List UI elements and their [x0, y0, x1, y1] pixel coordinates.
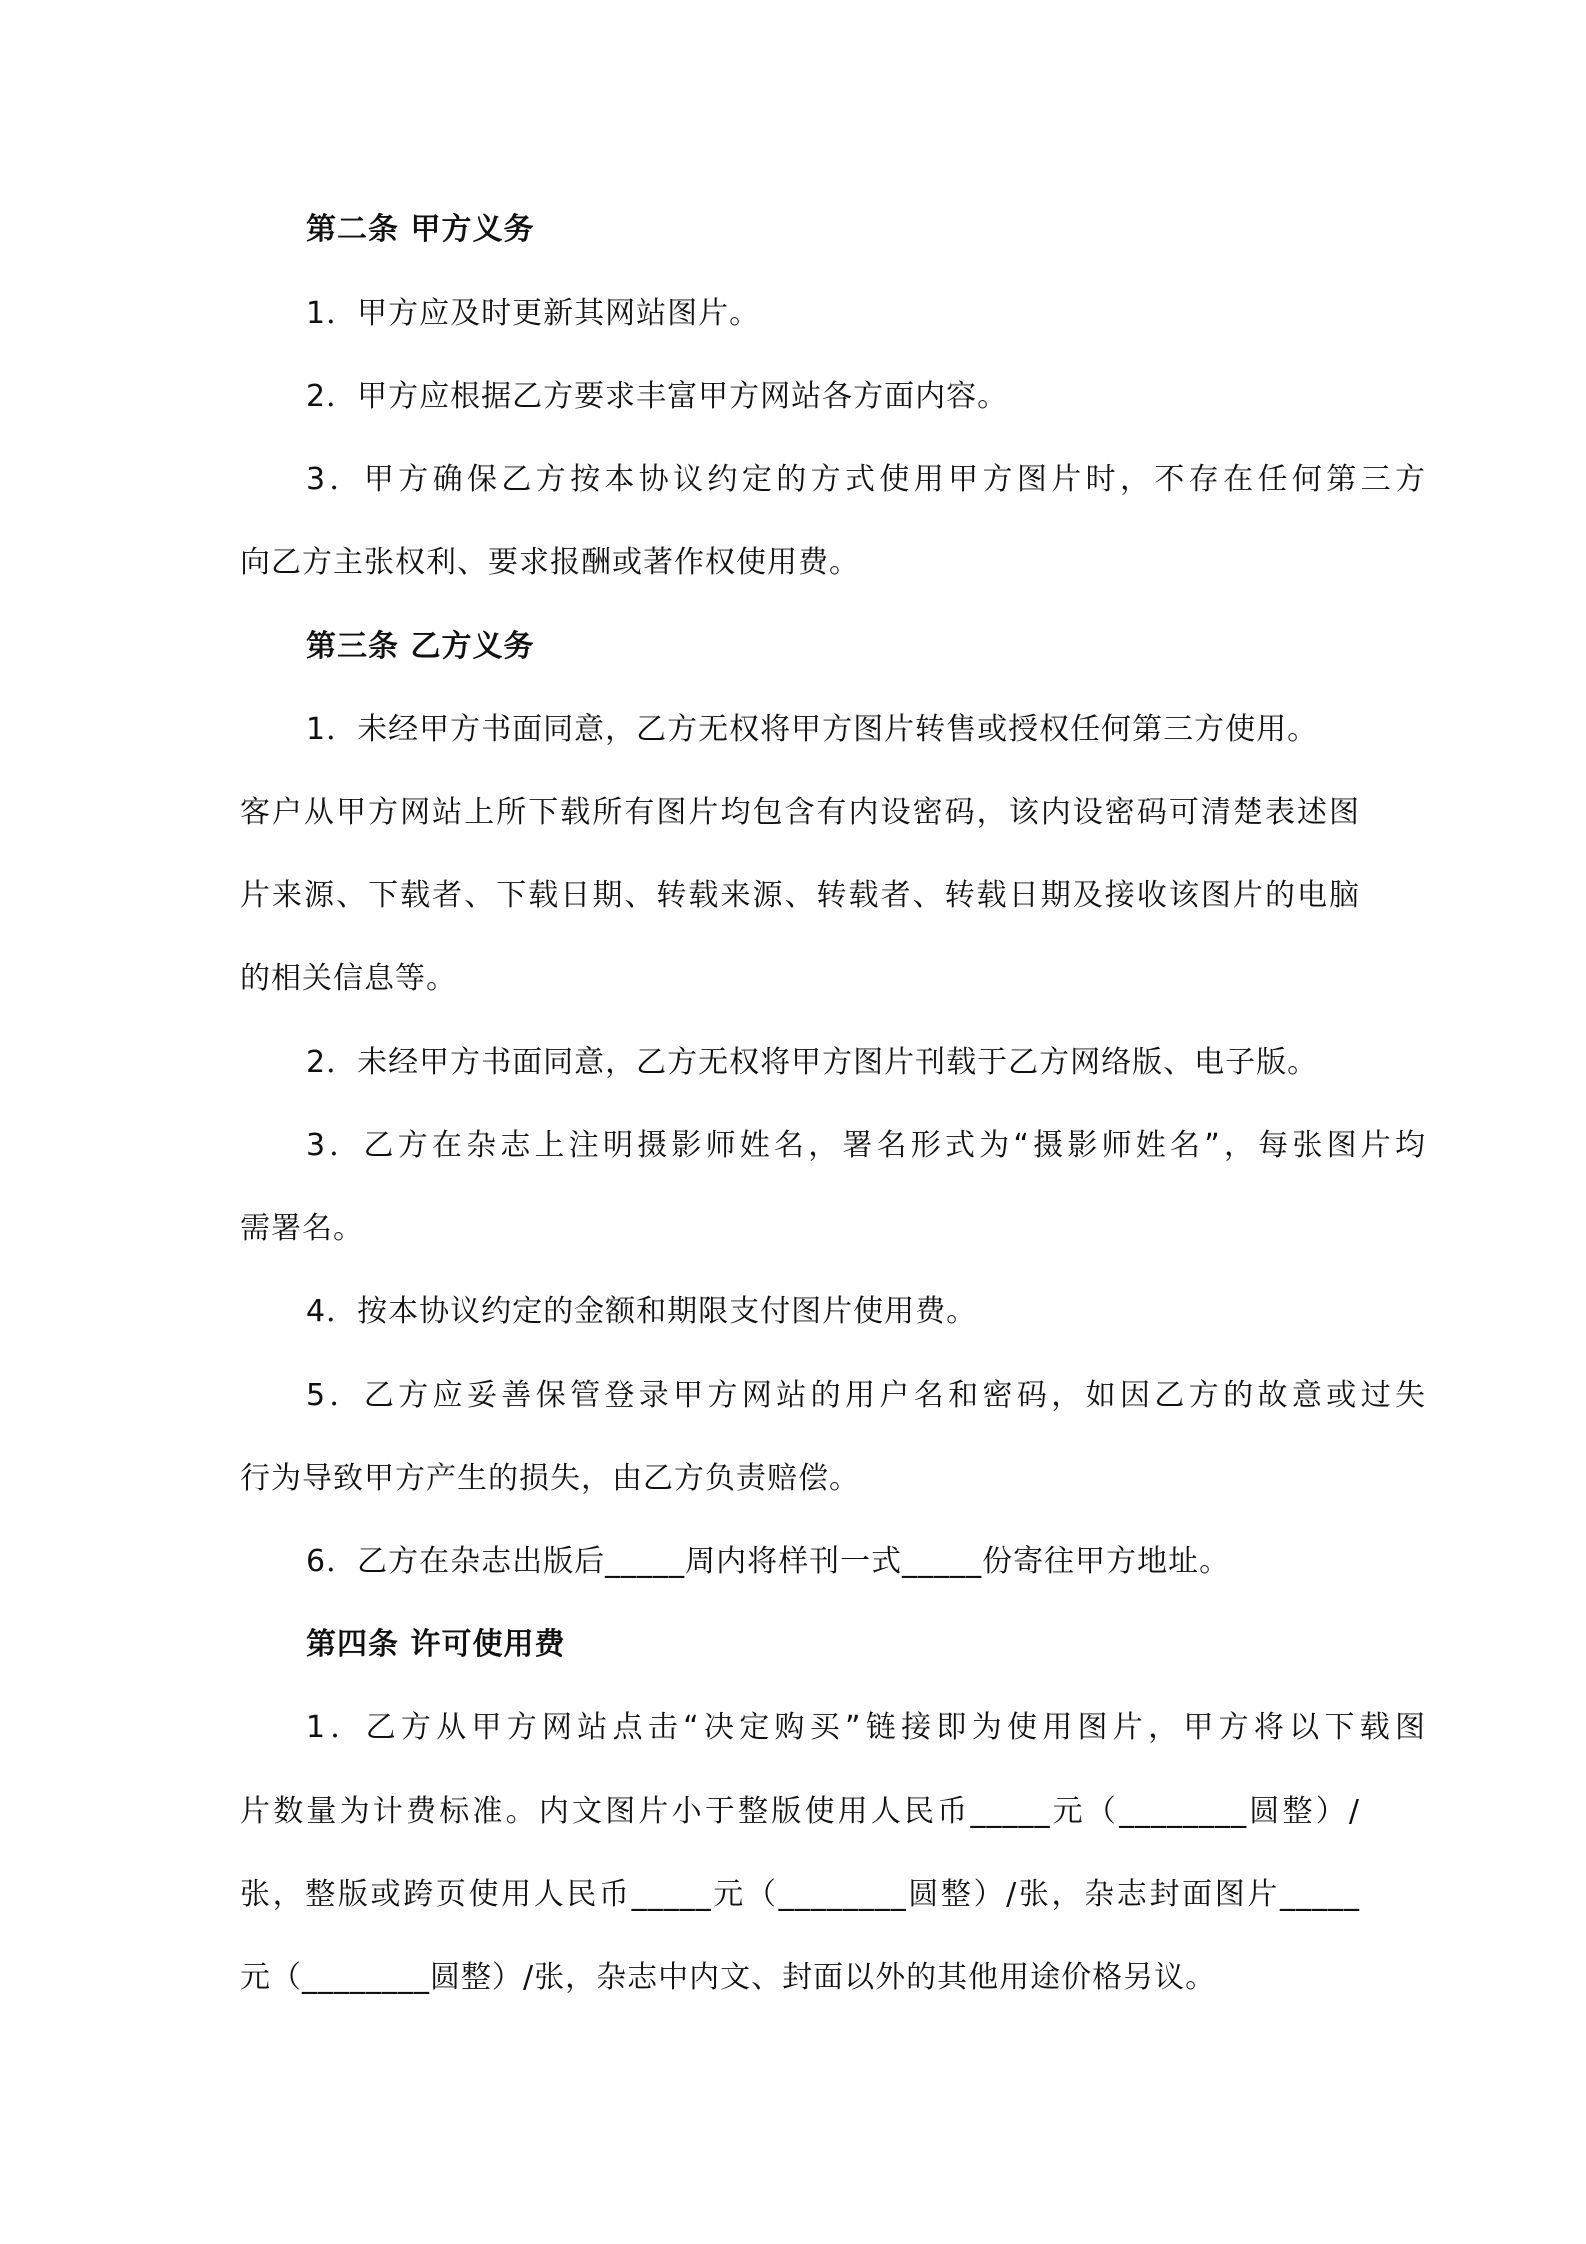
article-3-heading: 第三条 乙方义务	[306, 629, 535, 664]
article-2-item-2: 2．甲方应根据乙方要求丰富甲方网站各方面内容。	[306, 379, 1009, 414]
article-3-item-5-line-1: 5．乙方应妥善保管登录甲方网站的用户名和密码，如因乙方的故意或过失	[306, 1378, 1426, 1413]
article-3-item-3-line-2: 需署名。	[240, 1211, 364, 1246]
article-2-item-3-line-1: 3．甲方确保乙方按本协议约定的方式使用甲方图片时，不存在任何第三方	[306, 462, 1426, 497]
article-2-item-3-line-2: 向乙方主张权利、要求报酬或著作权使用费。	[240, 545, 860, 580]
article-4-item-1-line-3: 张，整版或跨页使用人民币_____元（________圆整）/张，杂志封面图片_____	[240, 1877, 1360, 1912]
article-3-item-3-line-1: 3．乙方在杂志上注明摄影师姓名，署名形式为“摄影师姓名”，每张图片均	[306, 1128, 1426, 1163]
article-3-item-2: 2．未经甲方书面同意，乙方无权将甲方图片刊载于乙方网络版、电子版。	[306, 1045, 1319, 1080]
article-2-heading: 第二条 甲方义务	[306, 212, 535, 247]
article-3-item-1-line-2: 客户从甲方网站上所下载所有图片均包含有内设密码，该内设密码可清楚表述图	[240, 795, 1360, 830]
article-3-item-5-line-2: 行为导致甲方产生的损失，由乙方负责赔偿。	[240, 1461, 860, 1496]
article-2-item-1: 1．甲方应及时更新其网站图片。	[306, 296, 761, 331]
article-3-item-6: 6．乙方在杂志出版后_____周内将样刊一式_____份寄往甲方地址。	[306, 1544, 1231, 1579]
article-3-item-1-line-4: 的相关信息等。	[240, 961, 457, 996]
article-4-item-1-line-1: 1．乙方从甲方网站点击“决定购买”链接即为使用图片，甲方将以下载图	[306, 1710, 1426, 1745]
article-3-item-1-line-1: 1．未经甲方书面同意，乙方无权将甲方图片转售或授权任何第三方使用。	[306, 712, 1319, 747]
article-3-item-4: 4．按本协议约定的金额和期限支付图片使用费。	[306, 1294, 978, 1329]
article-4-item-1-line-4: 元（________圆整）/张，杂志中内文、封面以外的其他用途价格另议。	[240, 1960, 1217, 1995]
article-3-item-1-line-3: 片来源、下载者、下载日期、转载来源、转载者、转载日期及接收该图片的电脑	[240, 878, 1360, 913]
article-4-item-1-line-2: 片数量为计费标准。内文图片小于整版使用人民币_____元（________圆整）/	[240, 1794, 1360, 1829]
article-4-heading: 第四条 许可使用费	[306, 1627, 566, 1662]
